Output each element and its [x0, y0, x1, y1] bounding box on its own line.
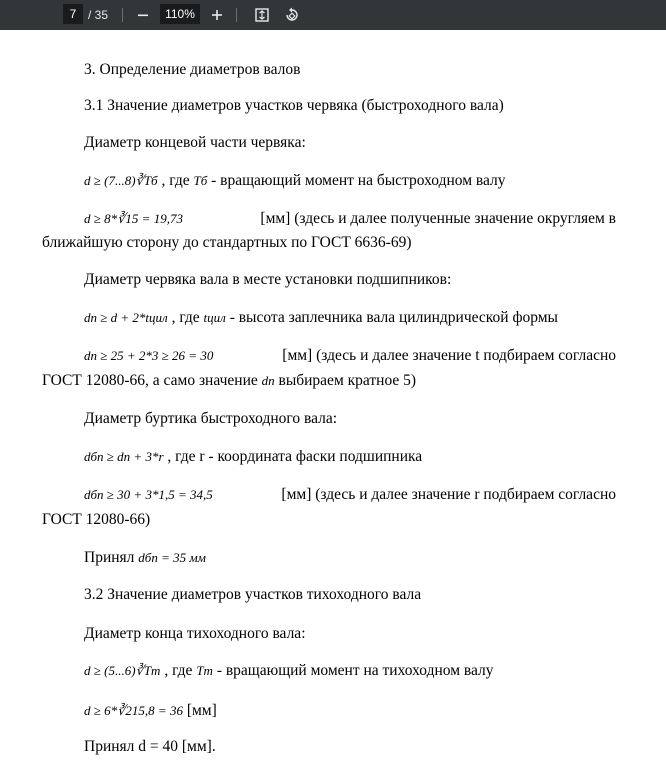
formula-5: dбп ≥ dп + 3*r: [84, 449, 164, 464]
section-title: 3. Определение диаметров валов: [84, 61, 301, 78]
total-pages: / 35: [88, 8, 109, 22]
formula-3-line: [84, 309, 558, 327]
formula-7-var: Tт: [196, 663, 213, 678]
formula-5-text: , где r - координата фаски подшипника: [167, 448, 423, 465]
pdf-toolbar: [0, 0, 666, 30]
formula-2-line: [84, 210, 616, 228]
page-number-input[interactable]: 7: [63, 4, 83, 24]
subsection-3-1: 3.1 Значение диаметров участков червяка (быстроходного вала): [84, 97, 504, 114]
formula-8: d ≥ 6*∛215,8 = 36: [84, 703, 183, 718]
formula-3-var: tцил: [203, 310, 226, 325]
formula-2-text-a: [мм] (здесь и далее полученные значение округляем в: [260, 210, 616, 227]
formula-3: dп ≥ d + 2*tцил: [84, 310, 168, 325]
subsection-3-2: 3.2 Значение диаметров участков тихоходного вала: [84, 586, 422, 603]
formula-2: d ≥ 8*∛15 = 19,73: [84, 211, 183, 226]
minus-icon: [137, 9, 149, 21]
formula-6-text-a: [мм] (здесь и далее значение r подбираем согласно: [281, 486, 616, 503]
formula-6: dбп ≥ 30 + 3*1,5 = 34,5: [84, 487, 213, 502]
formula-4: dп ≥ 25 + 2*3 ≥ 26 = 30: [84, 348, 214, 363]
toolbar-divider: [236, 8, 237, 22]
formula-1-line: [84, 172, 506, 190]
formula-8-line: [84, 702, 217, 720]
zoom-in-button[interactable]: [205, 2, 229, 28]
formula-7-line: [84, 662, 494, 680]
formula-1-where: , где: [161, 172, 190, 189]
fit-page-icon: [255, 8, 269, 22]
plus-icon: [211, 9, 223, 21]
formula-3-where: , где: [171, 309, 200, 326]
formula-4-text-b1: ГОСТ 12080-66, а само значение: [42, 372, 258, 389]
accepted-2: Принял d = 40 [мм].: [84, 738, 216, 755]
formula-4-text-b2: выбираем кратное 5): [278, 372, 417, 389]
rotate-button[interactable]: [280, 2, 304, 28]
toolbar-divider: [122, 8, 123, 22]
formula-6-text-b: ГОСТ 12080-66): [42, 511, 151, 528]
formula-7: d ≥ (5...6)∛Tт: [84, 663, 161, 678]
zoom-out-button[interactable]: [131, 2, 155, 28]
formula-4-line: [84, 347, 616, 365]
end-part-label: Диаметр концевой части червяка:: [84, 134, 306, 151]
formula-4-text-a: [мм] (здесь и далее значение t подбираем согласно: [282, 347, 616, 364]
document-page: [0, 30, 666, 771]
formula-4-line-b: [42, 372, 416, 390]
zoom-level-input[interactable]: 110%: [160, 4, 200, 24]
formula-7-desc: - вращающий момент на тихоходном валу: [216, 662, 494, 679]
formula-5-line: [84, 448, 422, 466]
bearing-label: Диаметр червяка вала в месте установки подшипников:: [84, 271, 452, 288]
accepted-1-line: [84, 549, 206, 567]
accepted-1-value: dбп = 35 мм: [138, 550, 206, 565]
collar-label: Диаметр буртика быстроходного вала:: [84, 410, 338, 427]
formula-7-where: , где: [164, 662, 193, 679]
formula-1-desc: - вращающий момент на быстроходном валу: [211, 172, 506, 189]
formula-6-line: [84, 486, 616, 504]
formula-2-text-b: ближайшую сторону до стандартных по ГОСТ 6636-69): [42, 234, 412, 251]
fit-to-page-button[interactable]: [250, 2, 274, 28]
formula-1-var: Tб: [193, 173, 208, 188]
formula-8-text: [мм]: [186, 702, 217, 719]
accepted-1-label: Принял: [84, 549, 135, 566]
rotate-icon: [284, 7, 300, 23]
formula-1: d ≥ (7...8)∛Tб: [84, 173, 158, 188]
formula-3-desc: - высота заплечника вала цилиндрической формы: [229, 309, 558, 326]
low-end-label: Диаметр конца тихоходного вала:: [84, 625, 306, 642]
formula-4-var: dп: [261, 373, 275, 388]
